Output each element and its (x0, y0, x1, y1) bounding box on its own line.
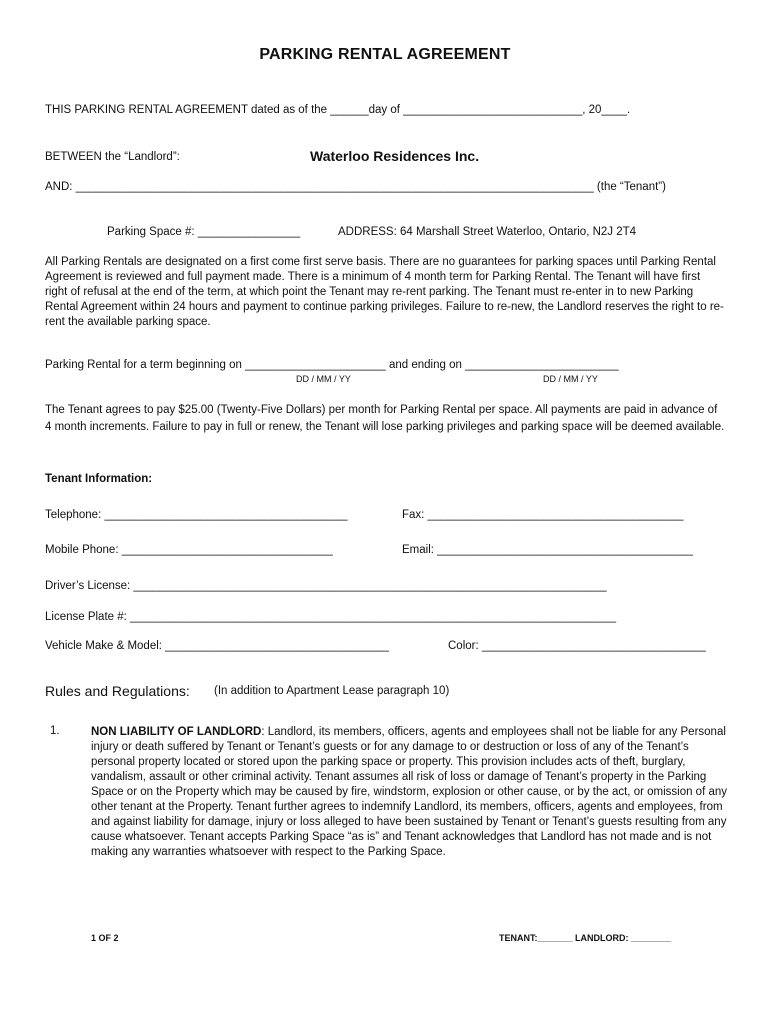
property-address: ADDRESS: 64 Marshall Street Waterloo, Ontario, N2J 2T4 (338, 226, 637, 238)
telephone-field: Telephone: ______________________________________ (45, 509, 348, 521)
landlord-name: Waterloo Residences Inc. (310, 148, 480, 164)
payment-paragraph: The Tenant agrees to pay $25.00 (Twenty-Five Dollars) per month for Parking Rental per space. All payments are paid in advance of 4 month increments. Failure to pay in full or renew, the Tenant will lose parking privileges and parking space will be deemed available. (45, 404, 725, 433)
rule-1-paragraph (91, 725, 731, 860)
drivers-license-field: Driver’s License: __________________________________________________________________________ (45, 580, 607, 592)
initials-line: TENANT:_______ LANDLORD: ________ (499, 933, 672, 943)
license-plate-field: License Plate #: ____________________________________________________________________________ (45, 611, 617, 623)
rules-heading: Rules and Regulations: (45, 683, 190, 699)
document-title: PARKING RENTAL AGREEMENT (259, 46, 511, 63)
tenant-info-heading: Tenant Information: (45, 473, 153, 485)
rule-1-title: NON LIABILITY OF LANDLORD (91, 726, 262, 738)
term-line: Parking Rental for a term beginning on ______________________ and ending on ________________________ (45, 359, 619, 371)
tenant-name-line: AND: _________________________________________________________________________________ (the “Tenant”) (45, 181, 666, 193)
parking-space-field: Parking Space #: ________________ (107, 226, 301, 238)
begin-date-format: DD / MM / YY (296, 374, 351, 384)
landlord-label: BETWEEN the “Landlord”: (45, 151, 180, 163)
vehicle-field: Vehicle Make & Model: ___________________________________ (45, 640, 390, 652)
email-field: Email: ________________________________________ (402, 544, 693, 556)
page-number: 1 OF 2 (91, 933, 119, 943)
mobile-phone-field: Mobile Phone: _________________________________ (45, 544, 333, 556)
end-date-format: DD / MM / YY (543, 374, 598, 384)
intro-paragraph: All Parking Rentals are designated on a first come first serve basis. There are no guarantees for parking spaces until Parking Rental Agreement is reviewed and full payment made. There is a minimum of 4 month term for Parking Rental. The Tenant will have first right of refusal at the end of the term, at which point the Tenant may re-rent parking. The Tenant must re-enter in to new Parking Rental Agreement within 24 hours and payment to continue parking privileges. Failure to re-new, the Landlord reserves the right to re-rent the available parking space. (45, 256, 724, 328)
rule-1-number: 1. (50, 725, 60, 737)
rule-1-text: : Landlord, its members, officers, agents and employees shall not be liable for any Personal injury or death suffered by Tenant or Tenant’s guests or for any damage to or destruction or loss of any of the Tenant’s personal property located or stored upon the parking space or property. This provision includes acts of theft, burglary, vandalism, assault or other criminal activity. Tenant assumes all risk of loss or damage of Tenant’s property in the Parking Space or on the Property which may be caused by fire, windstorm, explosion or other cause, or by the act, or omission of any other tenant at the Property. Tenant further agrees to indemnify Landlord, its members, officers, agents and employees, from and against liability for damage, injury or loss alleged to have been sustained by Tenant or Tenant’s guests resulting from any cause whatsoever. Tenant accepts Parking Space “as is” and Tenant acknowledges that Landlord has not made and is not making any warranties whatsoever with respect to the Parking Space. (91, 726, 728, 858)
rules-note: (In addition to Apartment Lease paragraph 10) (214, 685, 450, 697)
agreement-date-line: THIS PARKING RENTAL AGREEMENT dated as of the ______day of ____________________________, 20____. (45, 104, 631, 116)
fax-field: Fax: ________________________________________ (402, 509, 684, 521)
color-field: Color: ___________________________________ (448, 640, 706, 652)
